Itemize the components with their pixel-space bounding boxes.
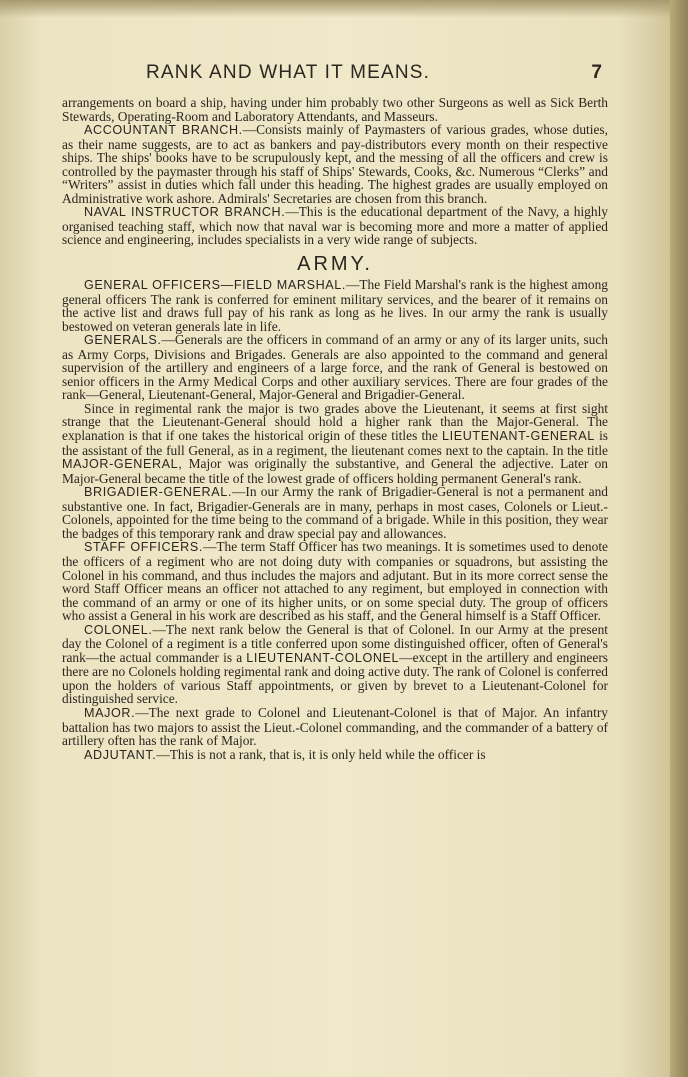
lieutenant-colonel-term: LIEUTENANT-COLONEL — [246, 650, 400, 665]
general-grades-paragraph — [62, 402, 608, 485]
paragraph-text: —This is the educational department of the Navy, a highly organised teaching staff, which now that naval war is becoming more and more a matter of applied science and engineering, includes specialists in a very wide range of subjects. — [62, 204, 608, 248]
lieutenant-general-term: LIEUTENANT-GENERAL — [442, 429, 595, 444]
army-section-heading: ARMY. — [297, 253, 373, 276]
paragraph-text: Major was originally the substantive, and General the adjective. Later on Major-General became the title of the lowest grade of officers holding permanent General's rank. — [62, 456, 608, 486]
field-marshal-paragraph — [62, 278, 608, 333]
staff-officers-paragraph — [62, 540, 608, 622]
major-general-term: MAJOR-GENERAL, — [62, 457, 183, 472]
generals-paragraph — [62, 333, 608, 402]
naval-instructor-term: NAVAL INSTRUCTOR BRANCH. — [84, 205, 286, 220]
brigadier-general-paragraph — [62, 485, 608, 540]
field-marshal-term: GENERAL OFFICERS—FIELD MARSHAL. — [84, 278, 346, 293]
colonel-term: COLONEL. — [84, 622, 153, 637]
accountant-branch-paragraph — [62, 123, 608, 205]
page-header — [64, 62, 610, 90]
major-term: MAJOR. — [84, 705, 136, 720]
paragraph-text: —The next grade to Colonel and Lieutenant-Colonel is that of Major. An infantry battalion has two majors to assist the Lieut.-Colonel commanding, and the commander of a battery of artillery often has the rank of Major. — [62, 704, 608, 749]
paragraph-text: —This is not a rank, that is, it is only held while the officer is — [156, 746, 486, 762]
running-head: RANK AND WHAT IT MEANS. — [146, 62, 431, 83]
paragraph-text: —The Field Marshal's rank is the highest among general officers The rank is conferred for eminent military services, and the bearer of it remains on the active list and draws full pay of his rank as long as he lives. In our army the rank is usually bestowed on veteran generals late in life. — [62, 277, 608, 334]
adjutant-paragraph — [62, 748, 608, 763]
generals-term: GENERALS. — [84, 333, 162, 348]
naval-instructor-paragraph — [62, 205, 608, 247]
staff-officers-term: STAFF OFFICERS. — [84, 540, 203, 555]
page-number: 7 — [591, 62, 602, 83]
adjutant-term: ADJUTANT. — [84, 747, 157, 762]
paragraph-text: —except in the artillery and engineers there are no Colonels holding regimental rank and doing active duty. The rank of Colonel is conferred upon the holders of various Staff appointments, or given by brevet to a Lieutenant-Colonel for distinguished service. — [62, 649, 608, 707]
paragraph-text: —In our Army the rank of Brigadier-General is not a permanent and substantive one. In fact, Brigadier-Generals are in many, perhaps in most cases, Colonels or Lieut.-Colonels, appointed for the time being to the command of a brigade. While in this position, they wear the badges of this temporary rank and draw special pay and allowances. — [62, 484, 608, 541]
page-top-shadow — [0, 0, 688, 18]
brigadier-general-term: BRIGADIER-GENERAL. — [84, 485, 232, 500]
paragraph-text: —The term Staff Officer has two meanings. It is sometimes used to denote the officers of a regiment who are not doing duty with companies or squadrons, but assisting the Colonel in his command, and thus includes the majors and adjutant. But in its more correct sense the word Staff Officer means an officer not attached to any regiment, but employed in connection with the command of an army or one of its higher units, or on some special duty. The group of officers who assist a General in his work are described as his staff, and the General himself is a Staff Officer. — [62, 539, 608, 624]
paragraph-text: —Consists mainly of Paymasters of various grades, whose duties, as their name suggests, are to act as bankers and pay-distributors every month on their respective ships. The ships' books have to be scrupulously kept, and the messing of all the officers and crew is controlled by the paymaster through his staff of Ships' Stewards, Cooks, &c. Numerous “Clerks” and “Writers” assist in duties which fall under this heading. The highest grades are usually employed on Administrative work ashore. Admirals' Secretaries are chosen from this branch. — [62, 122, 608, 206]
navy-paragraph-continued — [62, 96, 608, 123]
colonel-paragraph — [62, 623, 608, 706]
paragraph-text: —Generals are the officers in command of an army or any of its larger units, such as Army Corps, Divisions and Brigades. Generals are also appointed to the command and general supervision of the artillery and engineers of a large force, and the rank of General is bestowed on senior officers in the Army Medical Corps and other auxiliary services. There are four grades of the rank—General, Lieutenant-General, Major-General and Brigadier-General. — [62, 332, 608, 403]
accountant-branch-term: ACCOUNTANT BRANCH. — [84, 123, 243, 138]
paragraph-text: is the assistant of the full General, as in a regiment, the lieutenant comes next to the captain. In the title — [62, 428, 608, 458]
paragraph-text: arrangements on board a ship, having under him probably two other Surgeons as well as Sick Berth Stewards, Operating-Room and Laboratory Attendants, and Masseurs. — [62, 95, 608, 124]
paragraph-text: Since in regimental rank the major is two grades above the Lieutenant, it seems at first sight strange that the Lieutenant-General should hold a higher rank than the Major-General. The explanation is that if one takes the historical origin of these titles the — [62, 400, 608, 444]
body-text — [62, 96, 608, 762]
paragraph-text: —The next rank below the General is that of Colonel. In our Army at the present day the Colonel of a regiment is a title conferred upon some distinguished officer, often of General's rank—the actual commander is a — [62, 621, 608, 665]
book-spine-edge — [670, 0, 688, 1077]
major-paragraph — [62, 706, 608, 748]
